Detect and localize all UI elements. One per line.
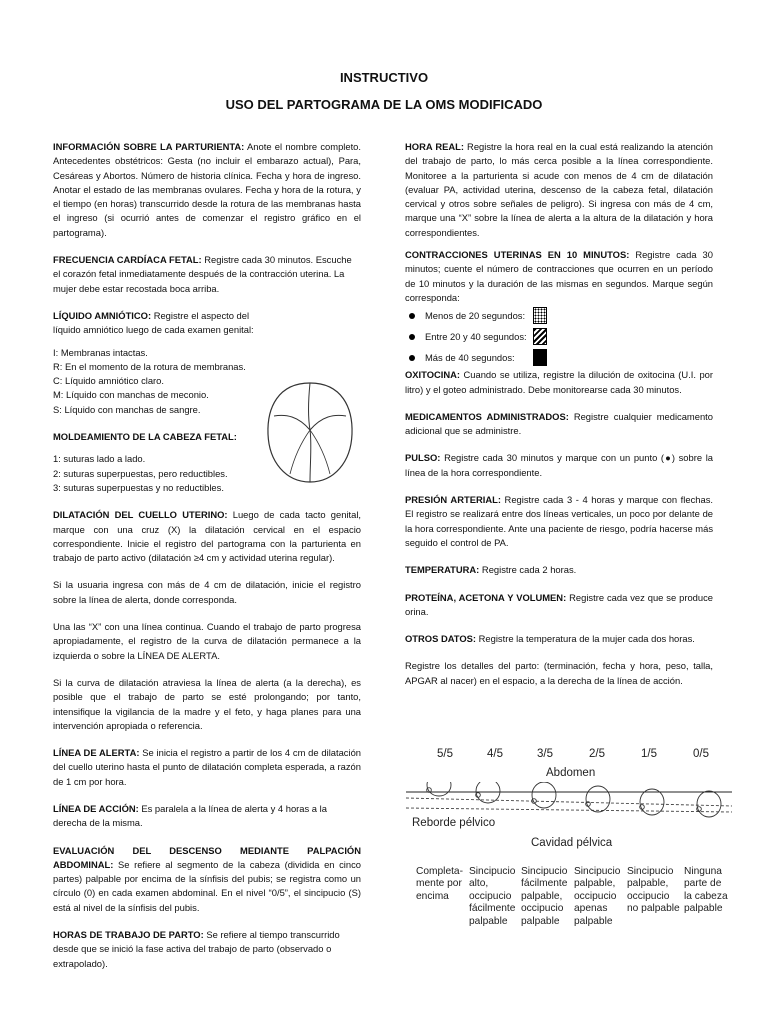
list-item: 1: suturas lado a lado. [53, 453, 146, 465]
paragraph-liquido [53, 309, 258, 338]
heading-oxitocina: OXITOCINA: [405, 369, 461, 381]
heading-moldeamiento-text: MOLDEAMIENTO DE LA CABEZA FETAL: [53, 431, 237, 443]
paragraph-registre-parto: Registre los detalles del parto: (terminación, fecha y hora, peso, talla, APGAR al nacer) en el espacio, a la derecha de la línea de acción. [405, 660, 713, 686]
paragraph-contracciones [405, 248, 713, 305]
paragraph-proteina [405, 591, 713, 620]
heading-presion: PRESIÓN ARTERIAL: [405, 494, 501, 506]
paragraph-pulso [405, 451, 713, 480]
abdomen-label: Abdomen [546, 767, 596, 779]
fraction-label: 0/5 [693, 748, 709, 760]
text-alerta: Se inicia el registro a partir de los 4 cm de dilatación del cuello uterino hasta el punto de dilatación completa esperada, a razón de 1 cm por hora. [53, 747, 362, 787]
paragraph-sicurva: Si la curva de dilatación atraviesa la línea de alerta (a la derecha), es posible que el trabajo de parto se esté prolongando; por tanto, intensifique la vigilancia de la madre y el feto, y haga planes para una intervención apropiada o referencia. [53, 676, 361, 731]
fraction-label: 5/5 [437, 748, 453, 760]
hatched-swatch-icon [533, 328, 547, 345]
heading-horas: HORAS DE TRABAJO DE PARTO: [53, 929, 204, 941]
heading-temperatura: TEMPERATURA: [405, 564, 480, 576]
paragraph-otros [405, 632, 713, 646]
legend-row-20-40 [405, 326, 713, 347]
paragraph-hora-real [405, 140, 713, 240]
caption-3-5: Sincipucio fácilmente palpable, occipucio palpable [521, 866, 568, 927]
text-oxitocina: Cuando se utiliza, registre la dilución de oxitocina (U.I. por litro) y el goteo administrado. Debe monitorearse cada 30 minutos. [405, 369, 713, 395]
list-item: 3: suturas superpuestas y no reductibles. [53, 481, 224, 493]
text-hora-real: Registre la hora real en la cual está realizando la atención del trabajo de parto, lo más cerca posible a la línea correspondiente. Monitoree a la parturienta si acude con menos de 4 cm de dilatación (evaluar PA, actividad uterina, descenso de la cabeza fetal, dilatación cervical y otros sobre señales de peligro). Si ingresa con más de 4 cm, marque una “X” sobre la línea de alerta a la altura de la dilatación y hora correspondientes. [405, 141, 713, 238]
text-parturienta: Anote el nombre completo. Antecedentes obstétricos: Gesta (no incluir el embarazo actual), Para, Cesáreas y Abortos. Número de historia clínica. Fecha y hora de ingreso. Anotar el estado de las membranas ovulares. Fecha y hora de la rotura, y el tiempo (en horas) transcurrido desde la rotura de las membranas hasta el ingreso (si ocurrió antes de comenzar el registro gráfico en el partograma). [53, 141, 361, 238]
text-proteina: Registre cada vez que se produce orina. [405, 591, 713, 617]
dotted-swatch-icon [533, 307, 547, 324]
heading-otros: OTROS DATOS: [405, 633, 477, 645]
fraction-label: 2/5 [589, 748, 605, 760]
bullet-icon [409, 313, 415, 319]
heading-dilatacion: DILATACIÓN DEL CUELLO UTERINO: [53, 509, 228, 521]
cavidad-pelvica-label: Cavidad pélvica [531, 837, 613, 849]
caption-5-5: Completa- mente por encima [416, 866, 463, 902]
right-column [405, 140, 713, 688]
text-accion: Es paralela a la línea de alerta y 4 horas a la derecha de la misma. [53, 802, 327, 829]
list-item: M: Líquido con manchas de meconio. [53, 389, 209, 401]
bullet-icon [409, 355, 415, 361]
list-item: C: Líquido amniótico claro. [53, 375, 164, 387]
text-dilatacion: Luego de cada tacto genital, marque con una cruz (X) la dilatación cervical en el espacio correspondiente. Inicie el registro del partograma con la parturienta en trabajo de parto activo (dilatación ≥4 cm y actividad uterina regular). [53, 509, 362, 564]
paragraph-temperatura [405, 563, 713, 577]
text-contracciones: Registre cada 30 minutos; cuente el número de contracciones que ocurren en un período de 10 minutos y la duración de las mismas en segundos. Marque según corresponda: [405, 249, 713, 303]
paragraph-oxitocina [405, 368, 713, 397]
heading-proteina: PROTEÍNA, ACETONA Y VOLUMEN: [405, 591, 567, 603]
reborde-pelvico-label: Reborde pélvico [412, 817, 496, 829]
paragraph-fcf [53, 253, 361, 296]
caption-2-5: Sincipucio palpable, occipucio apenas palpable [574, 866, 621, 927]
list-item: I: Membranas intactas. [53, 346, 148, 358]
list-item: 2: suturas superpuestas, pero reductibles. [53, 467, 228, 479]
paragraph-parturienta [53, 140, 361, 240]
text-fcf: Registre cada 30 minutos. Escuche el corazón fetal inmediatamente después de la contracción uterina. La mujer debe estar recostada boca arriba. [53, 254, 352, 294]
block-liquido [53, 309, 258, 495]
list-item: S: Líquido con manchas de sangre. [53, 403, 201, 415]
heading-alerta: LÍNEA DE ALERTA: [53, 747, 140, 759]
heading-pulso: PULSO: [405, 452, 441, 464]
paragraph-accion [53, 802, 361, 831]
legend-row-menos-20 [405, 305, 713, 326]
legend-label: Entre 20 y 40 segundos: [425, 330, 527, 342]
paragraph-una: Una las “X” con una línea continua. Cuando el trabajo de parto progresa apropiadamente, el registro de la curva de dilatación permanece a la izquierda o sobre la LÍNEA DE ALERTA. [53, 621, 361, 661]
text-liquido: Registre el aspecto del líquido amniótico luego de cada examen genital: [53, 309, 254, 336]
caption-1-5: Sincipucio palpable, occipucio no palpable [627, 866, 680, 915]
contraction-legend [405, 305, 713, 368]
heading-accion: LÍNEA DE ACCIÓN: [53, 802, 139, 814]
descent-figure [404, 740, 734, 940]
text-medicamentos: Registre cualquier medicamento adicional que se administre. [405, 410, 713, 437]
paragraph-si4: Si la usuaria ingresa con más de 4 cm de dilatación, inicie el registro sobre la línea de alerta, donde corresponda. [53, 579, 361, 605]
bullet-icon [409, 334, 415, 340]
heading-moldeamiento [53, 430, 258, 444]
text-otros: Registre la temperatura de la mujer cada dos horas. [478, 633, 695, 645]
paragraph-medicamentos [405, 410, 713, 439]
paragraph-dilatacion [53, 508, 361, 565]
text-temperatura: Registre cada 2 horas. [481, 564, 577, 576]
paragraph-evaluacion [53, 844, 361, 915]
heading-parturienta: INFORMACIÓN SOBRE LA PARTURIENTA: [53, 141, 245, 152]
solid-swatch-icon [533, 349, 547, 366]
legend-label: Más de 40 segundos: [425, 351, 515, 363]
paragraph-horas [53, 928, 361, 971]
heading-hora-real: HORA REAL: [405, 141, 464, 152]
text-horas: Se refiere al tiempo transcurrido desde que se inició la fase activa del trabajo de parto (observado o extrapolado). [53, 929, 340, 969]
text-presion: Registre cada 3 - 4 horas y marque con flechas. El registro se realizará entre dos líneas verticales, un poco por delante de la hora correspondiente. Ante una paciente de riesgo, podría hacerse más seguido el control de PA. [405, 494, 714, 548]
caption-0-5: Ninguna parte de la cabeza palpable [684, 866, 728, 915]
caption-4-5: Sincipucio alto, occipucio fácilmente palpable [469, 866, 516, 927]
legend-row-mas-40 [405, 347, 713, 368]
paragraph-alerta [53, 746, 361, 789]
heading-medicamentos: MEDICAMENTOS ADMINISTRADOS: [405, 410, 569, 422]
heading-contracciones: CONTRACCIONES UTERINAS EN 10 MINUTOS: [405, 249, 630, 261]
text-pulso: Registre cada 30 minutos y marque con un punto (●) sobre la línea de la hora correspondiente. [405, 452, 713, 478]
paragraph-presion [405, 493, 713, 550]
fraction-label: 3/5 [537, 748, 553, 760]
list-item: R: En el momento de la rotura de membranas. [53, 360, 246, 372]
left-column [53, 140, 361, 971]
document-subtitle: USO DEL PARTOGRAMA DE LA OMS MODIFICADO [225, 97, 543, 112]
text-evaluacion: Se refiere al segmento de la cabeza (dividida en cinco partes) palpable por encima de la sínfisis del pubis; se registra como un círculo (0) en cada examen abdominal. En el nivel “0/5”, el sincipucio (S) está al nivel de la sínfisis del pubis. [53, 858, 361, 913]
fraction-label: 1/5 [641, 748, 657, 760]
heading-liquido: LÍQUIDO AMNIÓTICO: [53, 309, 152, 321]
fetal-skull-illustration [264, 378, 356, 486]
heading-evaluacion: EVALUACIÓN DEL DESCENSO MEDIANTE PALPACIÓN ABDOMINAL: [53, 844, 361, 870]
heading-fcf: FRECUENCIA CARDÍACA FETAL: [53, 254, 202, 266]
legend-label: Menos de 20 segundos: [425, 309, 526, 321]
fraction-label: 4/5 [487, 748, 503, 760]
document-title: INSTRUCTIVO [339, 70, 429, 85]
